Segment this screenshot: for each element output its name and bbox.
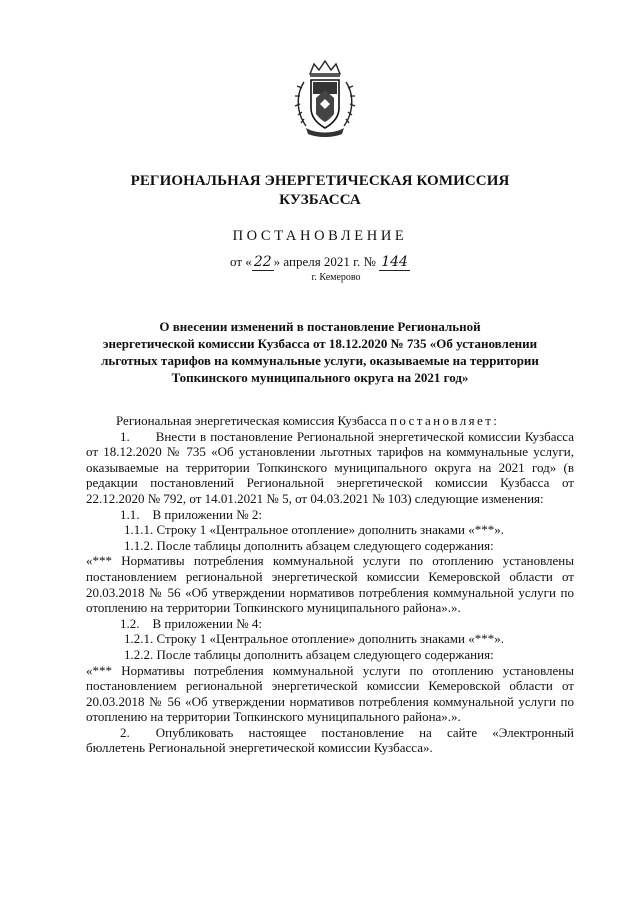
document-type: ПОСТАНОВЛЕНИЕ (232, 228, 408, 244)
title-line4: Топкинского муниципального округа на 2021 год» (171, 370, 469, 385)
document-body (86, 413, 574, 756)
paragraph-2: 2. Опубликовать настоящее постановление на сайте «Электронный бюллетень Региональной энергетической комиссии Кузбасса». (86, 724, 574, 756)
paragraph-1-2-1: 1.2.1. Строку 1 «Центральное отопление» дополнить знаками «***». (124, 631, 504, 647)
date-suffix: » апреля 2021 г. № (273, 254, 376, 269)
footnote-paragraph-2: «*** Нормативы потребления коммунальной услуги по отоплению установлены постановлением региональной энергетической комиссии Кемеровской области от 20.03.2018 № 56 «Об утверждении нормативов потребления коммунальной услуги по отоплению на территории Топкинского муниципального района».». (86, 662, 574, 725)
paragraph-1-2-2: 1.2.2. После таблицы дополнить абзацем следующего содержания: (124, 646, 494, 662)
document-number-handwritten: 144 (381, 254, 408, 270)
paragraph-1-1: 1.1. В приложении № 2: (120, 506, 262, 522)
intro-paragraph (86, 413, 574, 429)
paragraph-1-2: 1.2. В приложении № 4: (120, 615, 262, 631)
document-title (0, 318, 640, 386)
coat-of-arms-emblem (292, 58, 358, 140)
intro-decree-word: постановляет: (389, 413, 500, 428)
date-day-handwritten: 22 (253, 254, 272, 270)
organization-name (0, 172, 640, 210)
city: г. Кемерово (311, 272, 361, 283)
footnote-paragraph-1: «*** Нормативы потребления коммунальной услуги по отоплению установлены постановлением региональной энергетической комиссии Кемеровской области от 20.03.2018 № 56 «Об утверждении нормативов потребления коммунальной услуги по отоплению на территории Топкинского муниципального района».». (86, 553, 574, 616)
paragraph-1: 1. Внести в постановление Региональной энергетической комиссии Кузбасса от 18.12.2020 № 735 «Об установлении льготных тарифов на коммунальные услуги, оказываемые на территории Топкинского муниципального округа на 2021 год» (в редакции постановлений Региональной энергетической комиссии Кузбасса от 22.12.2020 № 792, от 14.01.2021 № 5, от 04.03.2021 № 103) следующие изменения: (86, 428, 574, 506)
title-line2: энергетической комиссии Кузбасса от 18.12.2020 № 735 «Об установлении (102, 336, 538, 351)
title-line1: О внесении изменений в постановление Региональной (159, 319, 481, 334)
date-prefix: от « (230, 254, 252, 269)
title-line3: льготных тарифов на коммунальные услуги, оказываемые на территории (101, 353, 539, 368)
intro-text: Региональная энергетическая комиссия Кузбасса (116, 413, 390, 428)
date-number-line (0, 254, 640, 270)
paragraph-1-1-1: 1.1.1. Строку 1 «Центральное отопление» дополнить знаками «***». (124, 522, 504, 538)
organization-name-line2: КУЗБАССА (279, 192, 361, 208)
paragraph-1-1-2: 1.1.2. После таблицы дополнить абзацем следующего содержания: (124, 537, 494, 553)
organization-name-line1: РЕГИОНАЛЬНАЯ ЭНЕРГЕТИЧЕСКАЯ КОМИССИЯ (130, 173, 510, 189)
